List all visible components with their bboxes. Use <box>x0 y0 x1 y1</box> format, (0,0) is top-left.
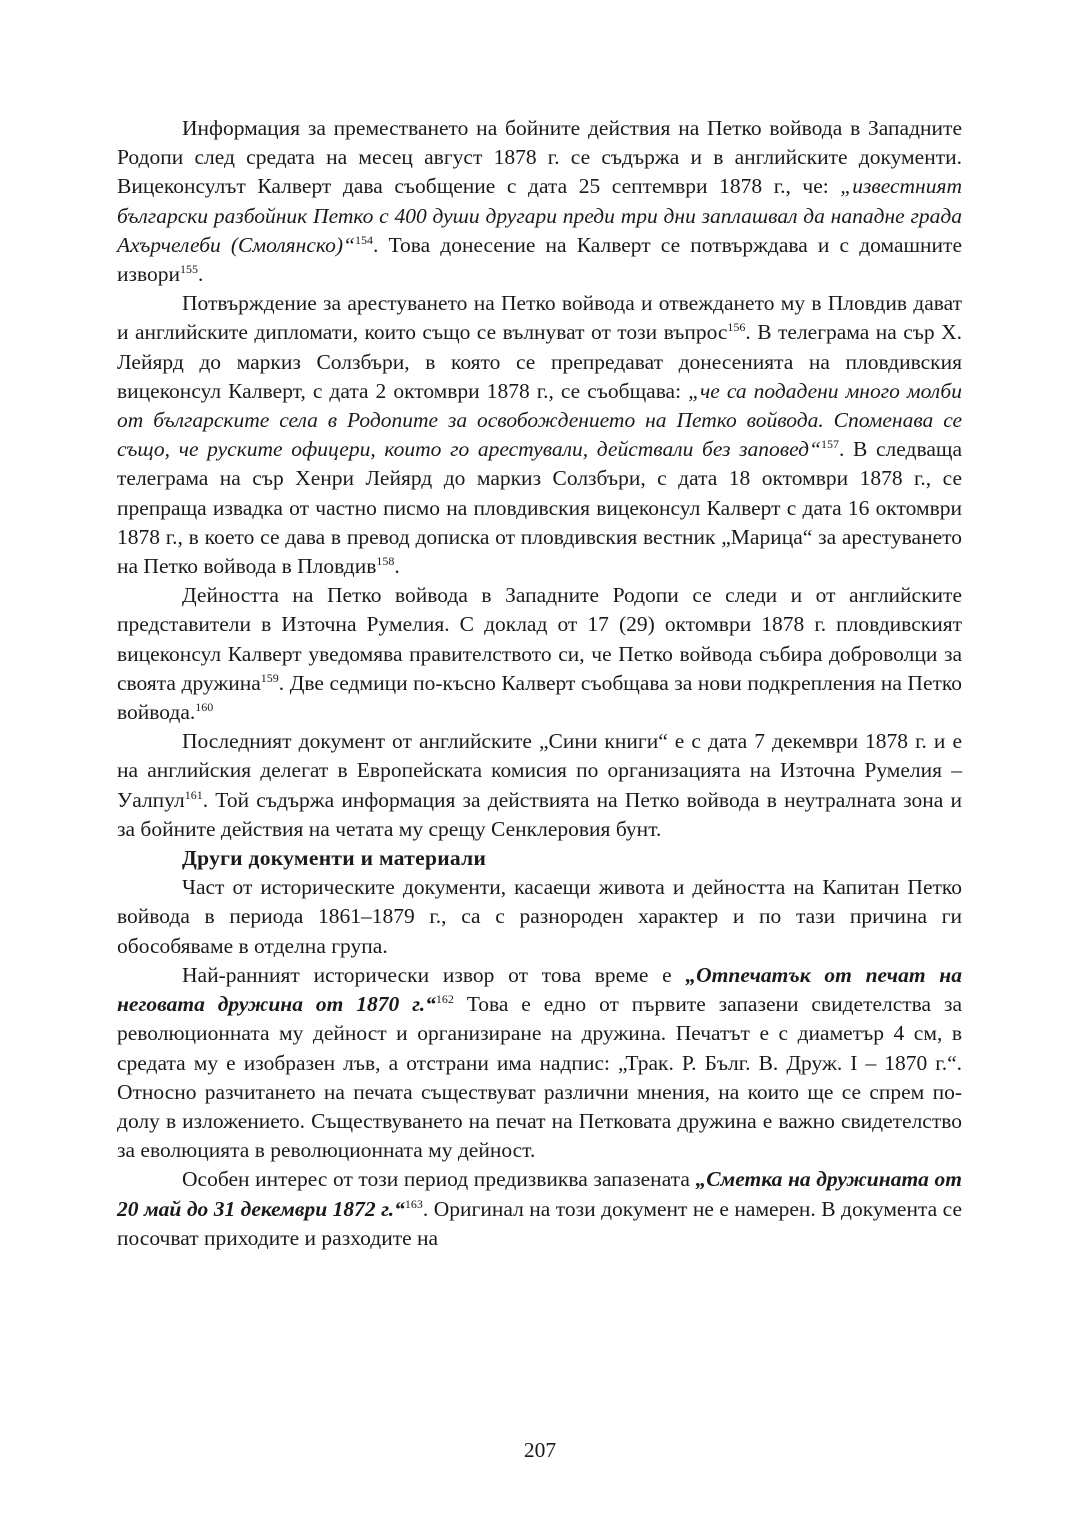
footnote-ref: 155 <box>180 261 199 276</box>
paragraph-6 <box>117 961 962 1165</box>
text-run: Част от историческите документи, касаещи живота и дейността на Капитан Петко войвода в периода 1861–1879 г., са с разнороден характер и по тази причина ги обособяваме в отделна група. <box>117 875 962 958</box>
text-run: Най-ранният исторически извор от това време е <box>182 962 686 987</box>
footnote-ref: 156 <box>727 320 746 335</box>
footnote-ref: 163 <box>404 1196 423 1211</box>
section-heading: Други документи и материали <box>182 846 487 871</box>
text-run: Информация за преместването на бойните действия на Петко войвода в Западните Родопи след средата на месец август 1878 г. се съдържа и в английските документи. Вицеконсулът Калверт дава съобщение с дата 25 септември 1878 г., че: <box>117 116 962 199</box>
text-run: . <box>394 554 400 579</box>
text-run: Потвърждение за арестуването на Петко войвода и отвеждането му в Пловдив дават и английските дипломати, които също се вълнуват от този въпрос <box>117 291 962 345</box>
text-run: Особен интерес от този период предизвиква запазената <box>182 1167 696 1192</box>
footnote-ref: 158 <box>376 553 395 568</box>
quotation-italic: „че са подадени много молби от българските села в Родопите за освобождението на Петко войвода. Споменава се също, че руските офицери, които го арестували, действали без заповед“ <box>117 378 962 462</box>
paragraph-1 <box>117 114 962 289</box>
paragraph-3 <box>117 581 962 727</box>
paragraph-4 <box>117 727 962 844</box>
page-number: 207 <box>523 1438 557 1462</box>
text-run: . Оригинал на този документ не е намерен. В документа се посочват приходите и разходите на <box>117 1196 962 1250</box>
paragraph-2 <box>117 289 962 581</box>
text-run: Дейността на Петко войвода в Западните Родопи се следи и от английските представители в Източна Румелия. С доклад от 17 (29) октомври 1878 г. пловдивският вицеконсул Калверт уведомява правителството си, че Петко войвода събира доброволци за своята дружина <box>117 583 962 695</box>
bold-italic-title: „Сметка на дружината от 20 май до 31 декември 1872 г.“ <box>117 1167 962 1221</box>
text-run: . Две седмици по-късно Калверт съобщава за нови подкрепления на Петко войвода. <box>117 670 962 725</box>
text-run: Това е едно от първите запазени свидетелства за революционната му дейност и организиране на дружина. Печатът е с диаметър 4 см, в средата му е изобразен лъв, а отстрани има надпис: „Трак. Р. Бълг. В. Друж. I – 1870 г.“. Относно разчитането на печата съществуват различни мнения, на които ще се спрем по-долу в изложението. Съществуването на печат на Петковата дружина е важно свидетелство за еволюцията в революционната му дейност. <box>117 992 962 1163</box>
page-body <box>117 114 962 1253</box>
bold-italic-title: „Отпечатък от печат на неговата дружина от 1870 г.“ <box>117 962 962 1017</box>
text-run: . Той съдържа информация за действията на Петко войвода в неутралната зона и за бойните действия на четата му срещу Сенклеровия бунт. <box>117 787 962 841</box>
paragraph-5 <box>117 873 962 961</box>
footnote-ref: 162 <box>435 991 454 1006</box>
text-run: . В телеграма на сър Х. Лейярд до маркиз Солзбъри, в която се препредават донесенията на пловдивския вицеконсул Калверт, с дата 2 октомври 1878 г., се съобщава: <box>117 320 962 403</box>
footnote-ref: 159 <box>260 670 279 685</box>
footnote-ref: 154 <box>355 232 373 247</box>
paragraph-7 <box>117 1165 962 1253</box>
footnote-ref: 160 <box>195 699 214 714</box>
footnote-ref: 157 <box>820 437 839 452</box>
text-run: Последният документ от английските „Сини книги“ е с дата 7 декември 1878 г. и е на английския делегат в Европейската комисия по организацията на Източна Румелия – Уалпул <box>117 729 962 812</box>
footnote-ref: 161 <box>184 787 203 802</box>
text-run: . <box>198 262 204 287</box>
text-run: . Това донесение на Калверт се потвърждава и с домашните извори <box>117 232 962 287</box>
quotation-italic: „известният български разбойник Петко с 400 души другари преди три дни заплашвал да нападне града Ахърчелеби (Смолянско)“ <box>117 174 962 257</box>
text-run: . В следваща телеграма на сър Хенри Лейярд до маркиз Солзбъри, с дата 18 октомври 1878 г., се препраща извадка от частно писмо на пловдивския вицеконсул Калверт с дата 16 октомври 1878 г., в което се дава в превод дописка от пловдивския вестник „Марица“ за арестуването на Петко войвода в Пловдив <box>117 437 962 579</box>
